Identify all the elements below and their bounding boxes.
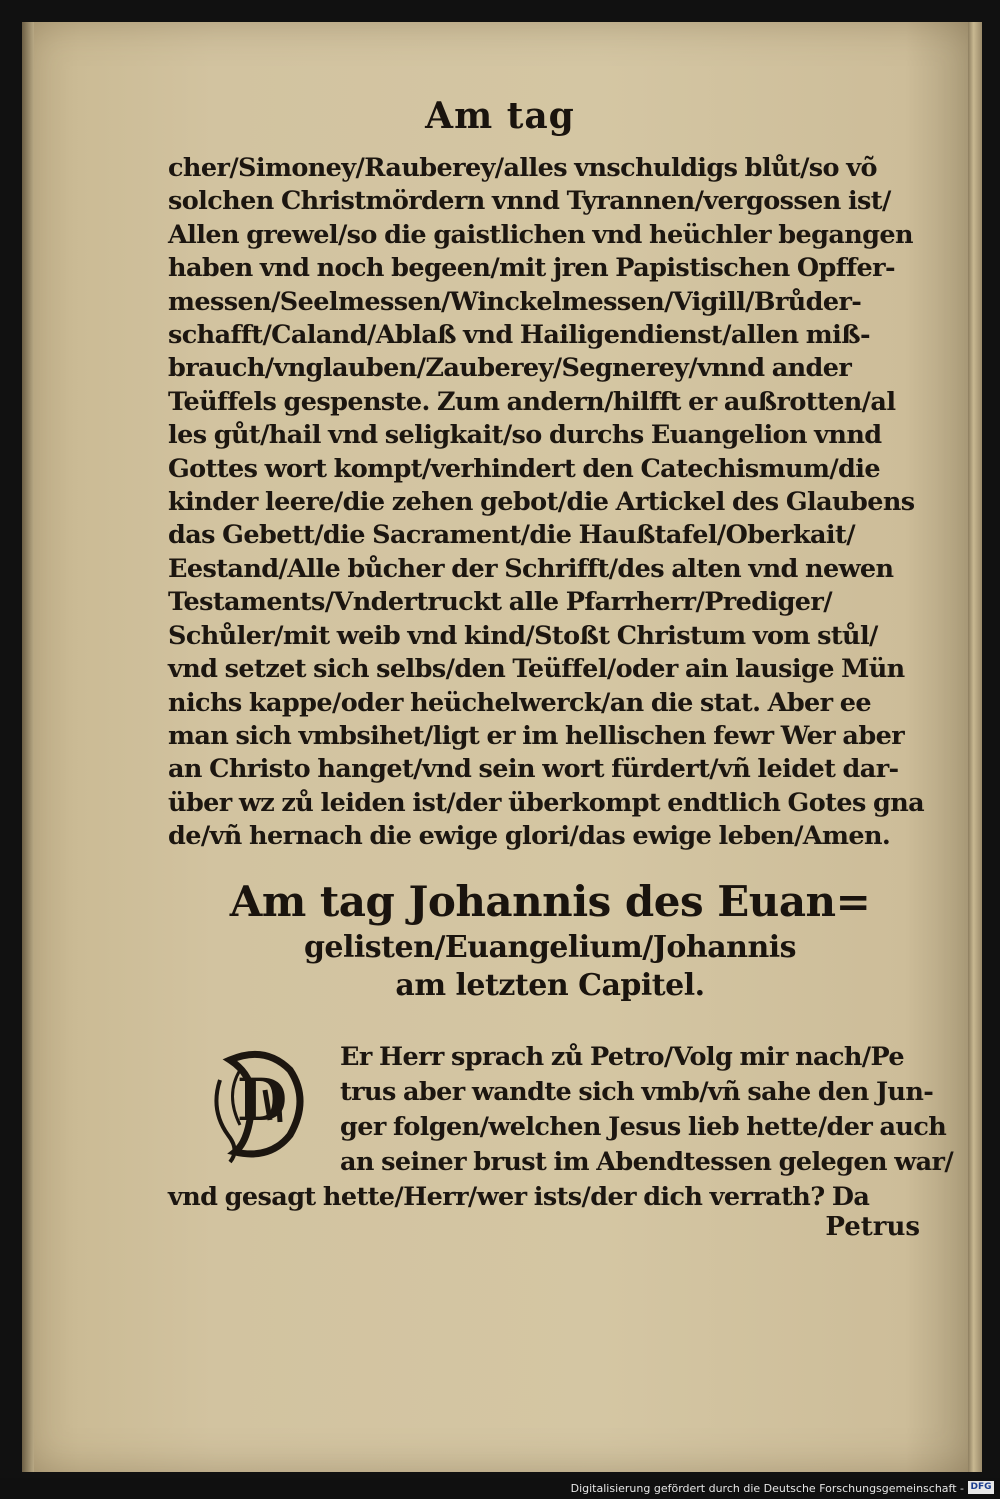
text-line: Eestand/Alle bůcher der Schrifft/des alten vnd newen bbox=[168, 553, 894, 584]
footer-credit: Digitalisierung gefördert durch die Deutsche Forschungsgemeinschaft - bbox=[570, 1482, 964, 1495]
text-line: ger folgen/welchen Jesus lieb hette/der auch bbox=[340, 1112, 947, 1142]
text-line: Er Herr sprach zů Petro/Volg mir nach/Pe bbox=[340, 1042, 905, 1072]
text-line: messen/Seelmessen/Winckelmessen/Vigill/Brůder- bbox=[168, 286, 862, 317]
dropcap-letter: D bbox=[236, 1066, 288, 1134]
text-line: Schůler/mit weib vnd kind/Stoßt Christum vom stůl/ bbox=[168, 620, 878, 651]
text-line: man sich vmbsihet/ligt er im hellischen fewr Wer aber bbox=[168, 720, 905, 751]
text-line: cher/Simoney/Rauberey/alles vnschuldigs blůt/so võ bbox=[168, 153, 877, 183]
text-line: solchen Christmördern vnnd Tyrannen/vergossen ist/ bbox=[168, 186, 891, 217]
text-line: vnd setzet sich selbs/den Teüffel/oder ain lausige Mün bbox=[168, 654, 905, 685]
section-heading bbox=[170, 875, 930, 1005]
page-edge bbox=[968, 22, 982, 1472]
text-line: das Gebett/die Sacrament/die Haußtafel/Oberkait/ bbox=[168, 520, 855, 551]
text-line: trus aber wandte sich vmb/vñ sahe den Jun- bbox=[340, 1077, 934, 1107]
body-text bbox=[168, 152, 928, 854]
text-line: kinder leere/die zehen gebot/die Artickel des Glaubens bbox=[168, 487, 915, 518]
text-line: brauch/vnglauben/Zauberey/Segnerey/vnnd ander bbox=[168, 353, 852, 384]
text-line: an Christo hanget/vnd sein wort fürdert/vñ leidet dar- bbox=[168, 754, 899, 785]
text-line: de/vñ hernach die ewige glori/das ewige leben/Amen. bbox=[168, 821, 891, 852]
text-line: vnd gesagt hette/Herr/wer ists/der dich verrath? Da bbox=[168, 1182, 870, 1212]
page-gutter bbox=[22, 22, 34, 1472]
text-line: Gottes wort kompt/verhindert den Catechismum/die bbox=[168, 453, 880, 484]
text-line: an seiner brust im Abendtessen gelegen war/ bbox=[340, 1147, 954, 1177]
footer-bar bbox=[0, 1478, 1000, 1499]
running-head: Am tag bbox=[425, 95, 575, 137]
heading-line: Am tag Johannis des Euan= bbox=[229, 877, 871, 926]
text-line: über wz zů leiden ist/der überkompt endtlich Gotes gna bbox=[168, 787, 925, 818]
text-line: nichs kappe/oder heüchelwerck/an die stat. Aber ee bbox=[168, 687, 872, 718]
text-line: Testaments/Vndertruckt alle Pfarrherr/Prediger/ bbox=[168, 587, 832, 618]
text-line: les gůt/hail vnd seligkait/so durchs Euangelion vnnd bbox=[168, 420, 882, 451]
text-line: Allen grewel/so die gaistlichen vnd heüchler begangen bbox=[168, 219, 913, 250]
gospel-paragraph bbox=[168, 1040, 954, 1215]
heading-line: am letzten Capitel. bbox=[395, 968, 705, 1003]
text-line: Teüffels gespenste. Zum andern/hilfft er außrotten/al bbox=[168, 386, 896, 417]
text-line: haben vnd noch begeen/mit jren Papistischen Opffer- bbox=[168, 253, 895, 284]
catchword: Petrus bbox=[825, 1212, 920, 1242]
dfg-logo[interactable]: DFG bbox=[968, 1481, 994, 1494]
heading-line: gelisten/Euangelium/Johannis bbox=[303, 930, 797, 965]
text-line: schafft/Caland/Ablaß vnd Hailigendienst/allen miß- bbox=[168, 320, 870, 351]
